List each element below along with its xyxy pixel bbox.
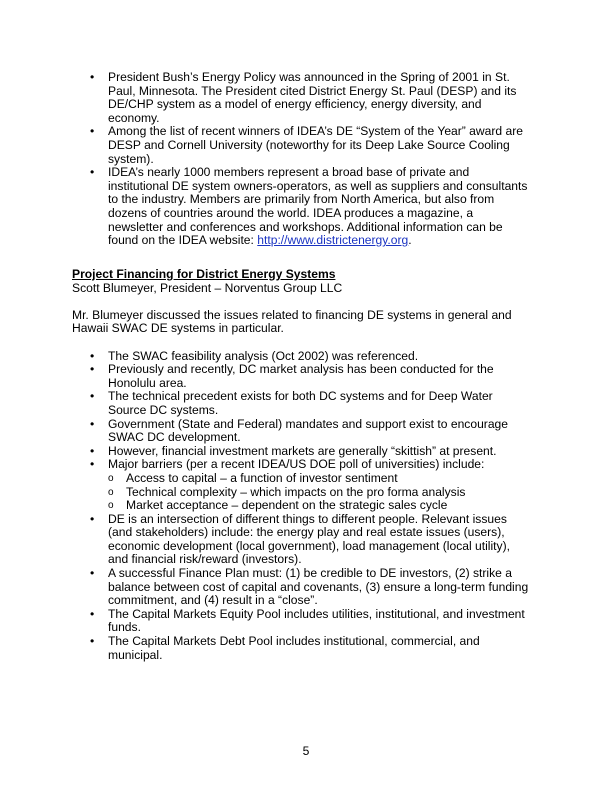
sub-list-item [108, 472, 530, 486]
bullet-icon: • [90, 511, 95, 526]
top-bullet-list [90, 71, 530, 248]
speaker-byline: Scott Blumeyer, President – Norventus Group LLC [72, 280, 343, 295]
list-item [90, 363, 530, 390]
financing-section [72, 268, 542, 662]
list-item-text: Previously and recently, DC market analysis has been conducted for the Honolulu area. [108, 362, 494, 390]
list-item [90, 567, 530, 608]
list-item-text: The SWAC feasibility analysis (Oct 2002) was referenced. [108, 348, 419, 363]
list-item-text: DE is an intersection of different things to different people. Relevant issues (and stakeholders) include: the energy play and real estate issues (users), economic development (local government), load management (local utility), and financial risk/reward (investors). [108, 511, 510, 567]
list-item [90, 350, 530, 364]
sub-list-item-text: Access to capital – a function of investor sentiment [126, 470, 398, 485]
sub-list-item-text: Market acceptance – dependent on the strategic sales cycle [126, 498, 448, 513]
circle-bullet-icon: o [108, 500, 114, 512]
sub-list-item [108, 499, 530, 513]
circle-bullet-icon: o [108, 486, 114, 498]
bullet-icon: • [90, 634, 95, 649]
bullet-icon: • [90, 606, 95, 621]
circle-bullet-icon: o [108, 472, 114, 484]
bullet-icon: • [90, 416, 95, 431]
list-item-text: The Capital Markets Equity Pool includes utilities, institutional, and investment funds. [108, 606, 525, 635]
section-heading: Project Financing for District Energy Systems [72, 267, 336, 281]
financing-bullet-list [90, 350, 530, 663]
bullet-icon: • [90, 457, 95, 472]
list-item [90, 125, 530, 166]
list-item-text: The technical precedent exists for both DC systems and for Deep Water Source DC systems. [108, 389, 493, 417]
list-item-text: However, financial investment markets are generally “skittish” at present. [108, 443, 497, 458]
list-item [90, 608, 530, 635]
list-item-text: A successful Finance Plan must: (1) be credible to DE investors, (2) strike a balance between cost of capital and covenants, (3) ensure a long-term funding commitment, and (4) result in a “close”. [108, 566, 529, 608]
bullet-icon: • [90, 389, 95, 404]
bullet-icon: • [90, 348, 95, 363]
list-item [90, 445, 530, 459]
bullet-icon: • [90, 165, 95, 180]
sub-list-item [108, 486, 530, 500]
list-item-text: IDEA’s nearly 1000 members represent a broad base of private and institutional DE system owners-operators, as well as suppliers and consultants to the industry. Members are primarily from North America, but also from dozens of countries around the world. IDEA produces a magazine, a newsletter and conferences and workshops. Additional information can be found on the IDEA website: [108, 165, 528, 248]
barriers-sub-list [108, 472, 530, 513]
list-item-text: President Bush’s Energy Policy was announced in the Spring of 2001 in St. Paul, Minnesota. The President cited District Energy St. Paul (DESP) and its DE/CHP system as a model of energy efficiency, energy diversity, and economy. [108, 70, 517, 125]
list-item-text: Government (State and Federal) mandates and support exist to encourage SWAC DC development. [108, 416, 508, 445]
bullet-icon: • [90, 362, 95, 377]
list-item [90, 635, 530, 662]
list-item [90, 513, 530, 567]
idea-website-link[interactable]: http://www.districtenergy.org [257, 233, 409, 248]
list-item-text: Among the list of recent winners of IDEA’s DE “System of the Year” award are DESP and Cornell University (noteworthy for its Deep Lake Source Cooling system). [108, 124, 523, 166]
list-item-text: Major barriers (per a recent IDEA/US DOE poll of universities) include: [108, 457, 485, 472]
sub-list-item-text: Technical complexity – which impacts on the pro forma analysis [126, 484, 466, 499]
list-item [90, 458, 530, 512]
bullet-icon: • [90, 70, 95, 84]
list-item [90, 418, 530, 445]
bullet-icon: • [90, 443, 95, 458]
bullet-icon: • [90, 566, 95, 581]
bullet-icon: • [90, 124, 95, 139]
list-item [90, 166, 530, 248]
list-item-text-end: . [408, 233, 412, 248]
list-item-text: The Capital Markets Debt Pool includes institutional, commercial, and municipal. [108, 634, 480, 662]
intro-paragraph: Mr. Blumeyer discussed the issues related to financing DE systems in general and Hawaii SWAC DE systems in particular. [72, 307, 512, 336]
page-number: 5 [302, 744, 310, 758]
list-item [90, 71, 530, 125]
list-item [90, 390, 530, 417]
